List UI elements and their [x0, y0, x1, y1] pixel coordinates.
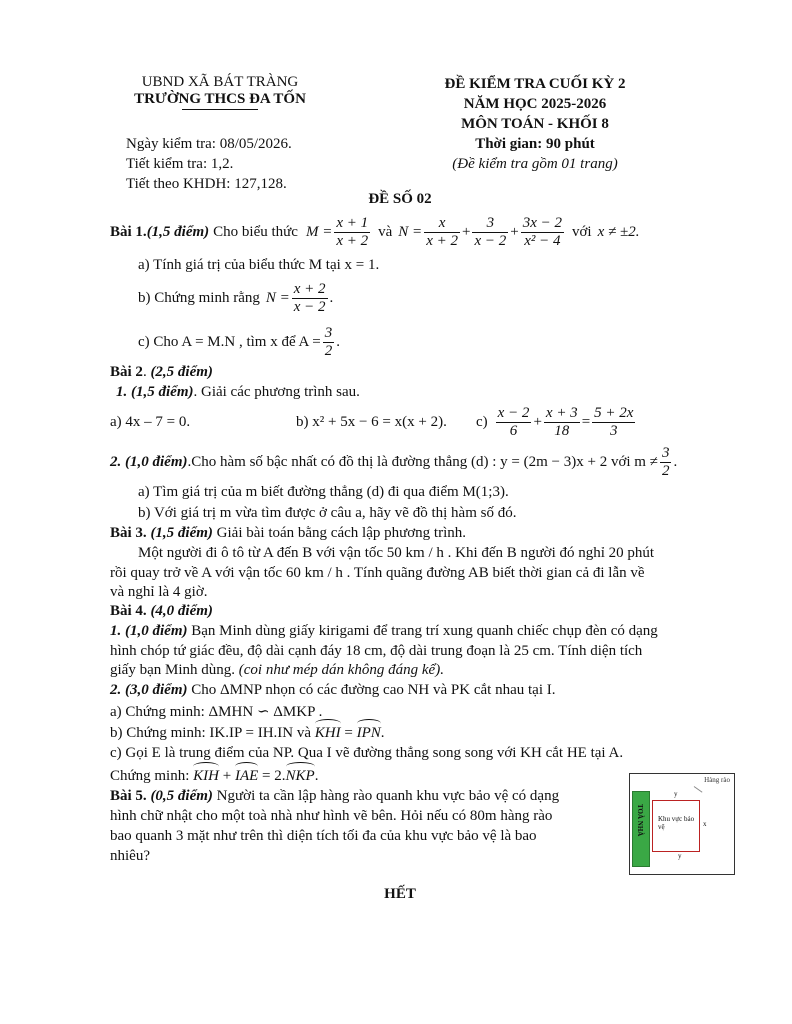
- angle-iae: IAE: [234, 768, 259, 784]
- angle-ipn: IPN: [356, 725, 381, 741]
- fraction-n-result: $\frac{x + 2}{x - 2}$: [293, 280, 326, 315]
- bai1-condition: x ≠ ±2.: [597, 223, 640, 240]
- fraction-c1: x − 2 6: [497, 404, 530, 439]
- protected-zone: [652, 800, 700, 852]
- page-count-note: (Đề kiểm tra gồm 01 trang): [452, 156, 618, 172]
- fraction-c2: x + 3 18: [545, 404, 578, 439]
- bai4-b: [110, 725, 385, 742]
- bai5-line-3: bao quanh 3 mặt như trên thì diện tích tối đa của khu vực bảo vệ là bao: [110, 828, 537, 844]
- exam-title: ĐỀ KIỂM TRA CUỐI KỲ 2: [444, 76, 626, 92]
- bai1-c: c) Cho A = M.N , tìm x để A = $\frac{3}{2}$ .: [138, 324, 341, 359]
- bai4-p1-line-3-text: giấy bạn Minh dùng.: [110, 662, 235, 678]
- bai4-c2: [110, 768, 318, 785]
- bai4-p2: [110, 682, 555, 699]
- bai3-points: (1,5 điểm): [150, 525, 213, 541]
- bai4-label: Bài 4.: [110, 603, 147, 619]
- bai4-p1-line-1: [110, 623, 658, 640]
- bai2-a: a) 4x – 7 = 0.: [110, 413, 191, 430]
- bai1-a: a) Tính giá trị của biểu thức M tại x = 1.: [138, 257, 380, 273]
- header-left: [110, 74, 330, 110]
- bai4-b-end: .: [380, 725, 385, 741]
- end-marker: HẾT: [384, 886, 416, 902]
- bai4-b-eq: =: [340, 725, 357, 741]
- bai4-p1-line-2: hình chóp tứ giác đều, độ dài cạnh đáy 18 cm, độ dài trung đoạn là 25 cm. Tính diện tích: [110, 643, 643, 659]
- fraction-c3: 5 + 2x 3: [594, 404, 634, 439]
- bai4-c: c) Gọi E là trung điểm của NP. Qua I vẽ đường thẳng song song với KH cắt HE tại A.: [110, 745, 624, 761]
- bai2-part1: [116, 384, 360, 401]
- header-divider: [182, 109, 258, 110]
- exam-code: ĐỀ SỐ 02: [368, 191, 432, 207]
- bai3-line-3: và nghỉ là 4 giờ.: [110, 584, 208, 600]
- bai3-heading: [110, 525, 466, 542]
- duration: Thời gian: 90 phút: [475, 136, 595, 152]
- bai2-points: (2,5 điểm): [150, 364, 213, 380]
- bai4-p2-label: 2. (3,0 điểm): [110, 682, 188, 698]
- bai4-c2-text: Chứng minh:: [110, 768, 190, 784]
- bai4-c2-plus: +: [218, 768, 235, 784]
- exam-info: [126, 134, 292, 194]
- fraction-n1: $\frac{x}{x + 2}$: [426, 214, 458, 249]
- side-x: x: [703, 820, 707, 828]
- authority-name: UBND XÃ BÁT TRÀNG: [141, 74, 299, 90]
- fraction-m: $\frac{x + 1}{x + 2}$: [336, 214, 369, 249]
- bai1-with: với: [571, 223, 592, 240]
- bai4-p1-label: 1. (1,0 điểm): [110, 623, 188, 639]
- side-y-top: y: [674, 790, 678, 798]
- bai3-line-2: rồi quay trở về A với vận tốc 60 km / h . Tính quãng đường AB biết thời gian cả đi lẫn về: [110, 565, 645, 581]
- bai4-p1-line-3: [110, 662, 444, 679]
- angle-nkp: NKP: [285, 768, 315, 784]
- fraction-n3: 3x − 2 x² − 4: [522, 214, 562, 249]
- bai5-line-4: nhiêu?: [110, 848, 150, 864]
- bai2-heading: Bài 2. (2,5 điểm): [110, 364, 213, 380]
- bai2-p1-text: . Giải các phương trình sau.: [193, 384, 360, 400]
- header-right: [410, 74, 660, 174]
- bai1-statement: Bài 1. (1,5 điểm) Cho biểu thức M = $\frac{x + 1}{x + 2}$ và N = $\frac{x}{x + 2}$ + 3 x − 2 + 3x − 2 x² − 4 với x ≠ ±2.: [110, 214, 640, 249]
- side-y-bottom: y: [678, 852, 682, 860]
- bai3-intro: Giải bài toán bằng cách lập phương trình.: [212, 525, 466, 541]
- bai1-points: (1,5 điểm): [146, 223, 210, 240]
- bai2-p2b: b) Với giá trị m vừa tìm được ở câu a, hãy vẽ đồ thị hàm số đó.: [138, 505, 517, 521]
- bai1-b: b) Chứng minh rằng N = $\frac{x + 2}{x - 2}$ .: [138, 280, 334, 315]
- bai4-c2-mid: = 2.: [258, 768, 286, 784]
- exam-date: Ngày kiểm tra: 08/05/2026.: [126, 136, 292, 152]
- fence-figure: [629, 773, 735, 875]
- bai4-p1-note: (coi như mép dán không đáng kể).: [238, 662, 444, 678]
- exam-plan: Tiết theo KHDH: 127,128.: [126, 176, 287, 192]
- building-label: TOÀ NHÀ: [636, 804, 644, 837]
- fraction-n2: 3 x − 2: [474, 214, 507, 249]
- bai1-intro: Cho biểu thức: [213, 223, 298, 240]
- angle-khi: KHI: [314, 725, 341, 741]
- bai2-equations: a) 4x – 7 = 0. b) x² + 5x − 6 = x(x + 2). c) x − 2 6 + x + 3 18 = 5 + 2x 3: [110, 404, 634, 439]
- bai2-p2-text: .Cho hàm số bậc nhất có đồ thị là đường thẳng (d) : y = (2m − 3)x + 2 với m ≠: [187, 453, 658, 470]
- fraction-three-halves: $\frac{3}{2}$: [324, 324, 333, 359]
- angle-kih: KIH: [193, 768, 219, 784]
- bai4-points: (4,0 điểm): [150, 603, 213, 619]
- bai1-c-text: c) Cho A = M.N , tìm x để A =: [138, 333, 321, 350]
- bai4-heading: [110, 603, 213, 620]
- bai5-line-1: [110, 788, 559, 805]
- bai2-p2a: a) Tìm giá trị của m biết đường thẳng (d) đi qua điểm M(1;3).: [138, 484, 509, 500]
- fence-label: Hàng rào: [704, 776, 730, 784]
- bai4-p2-text: Cho ΔMNP nhọn có các đường cao NH và PK cắt nhau tại I.: [187, 682, 556, 698]
- fraction-m-cond: 3 2: [661, 444, 670, 479]
- bai1-b-text: b) Chứng minh rằng: [138, 289, 260, 306]
- bai2-label: Bài 2: [110, 364, 143, 380]
- bai1-and: và: [378, 223, 393, 240]
- bai3-label: Bài 3.: [110, 525, 147, 541]
- bai5-line-1-text: Người ta cần lập hàng rào quanh khu vực bảo vệ có dạng: [212, 788, 560, 804]
- bai2-b: b) x² + 5x − 6 = x(x + 2).: [296, 413, 447, 430]
- bai5-points: (0,5 điểm): [150, 788, 213, 804]
- bai2-part2: 2. (1,0 điểm) .Cho hàm số bậc nhất có đồ thị là đường thẳng (d) : y = (2m − 3)x + 2 với m ≠ 3 2 .: [110, 444, 678, 479]
- building: [632, 791, 650, 867]
- bai4-a: a) Chứng minh: ΔMHN ∽ ΔMKP .: [110, 704, 323, 720]
- zone-label: Khu vực bảo vệ: [658, 815, 695, 831]
- bai1-label: Bài 1.: [110, 223, 147, 240]
- school-name: TRƯỜNG THCS ĐA TỐN: [134, 91, 306, 107]
- bai4-b-text: b) Chứng minh: IK.IP = IH.IN và: [110, 725, 312, 741]
- bai2-c-label: c): [476, 413, 488, 430]
- bai5-line-2: hình chữ nhật cho một toà nhà như hình vẽ bên. Hỏi nếu có 80m hàng rào: [110, 808, 553, 824]
- bai3-line-1: Một người đi ô tô từ A đến B với vận tốc 50 km / h . Khi đến B người đó nghỉ 20 phút: [138, 545, 655, 561]
- bai2-p2-label: 2. (1,0 điểm): [110, 453, 188, 470]
- bai4-c2-end: .: [314, 768, 319, 784]
- exam-period: Tiết kiểm tra: 1,2.: [126, 156, 234, 172]
- school-year: NĂM HỌC 2025-2026: [463, 96, 607, 112]
- fence-pointer: [694, 786, 703, 793]
- subject: MÔN TOÁN - KHỐI 8: [461, 116, 609, 132]
- bai4-p1-text: Bạn Minh dùng giấy kirigami để trang trí xung quanh chiếc chụp đèn có dạng: [187, 623, 658, 639]
- bai2-p1-label: 1. (1,5 điểm): [116, 384, 194, 400]
- bai5-label: Bài 5.: [110, 788, 147, 804]
